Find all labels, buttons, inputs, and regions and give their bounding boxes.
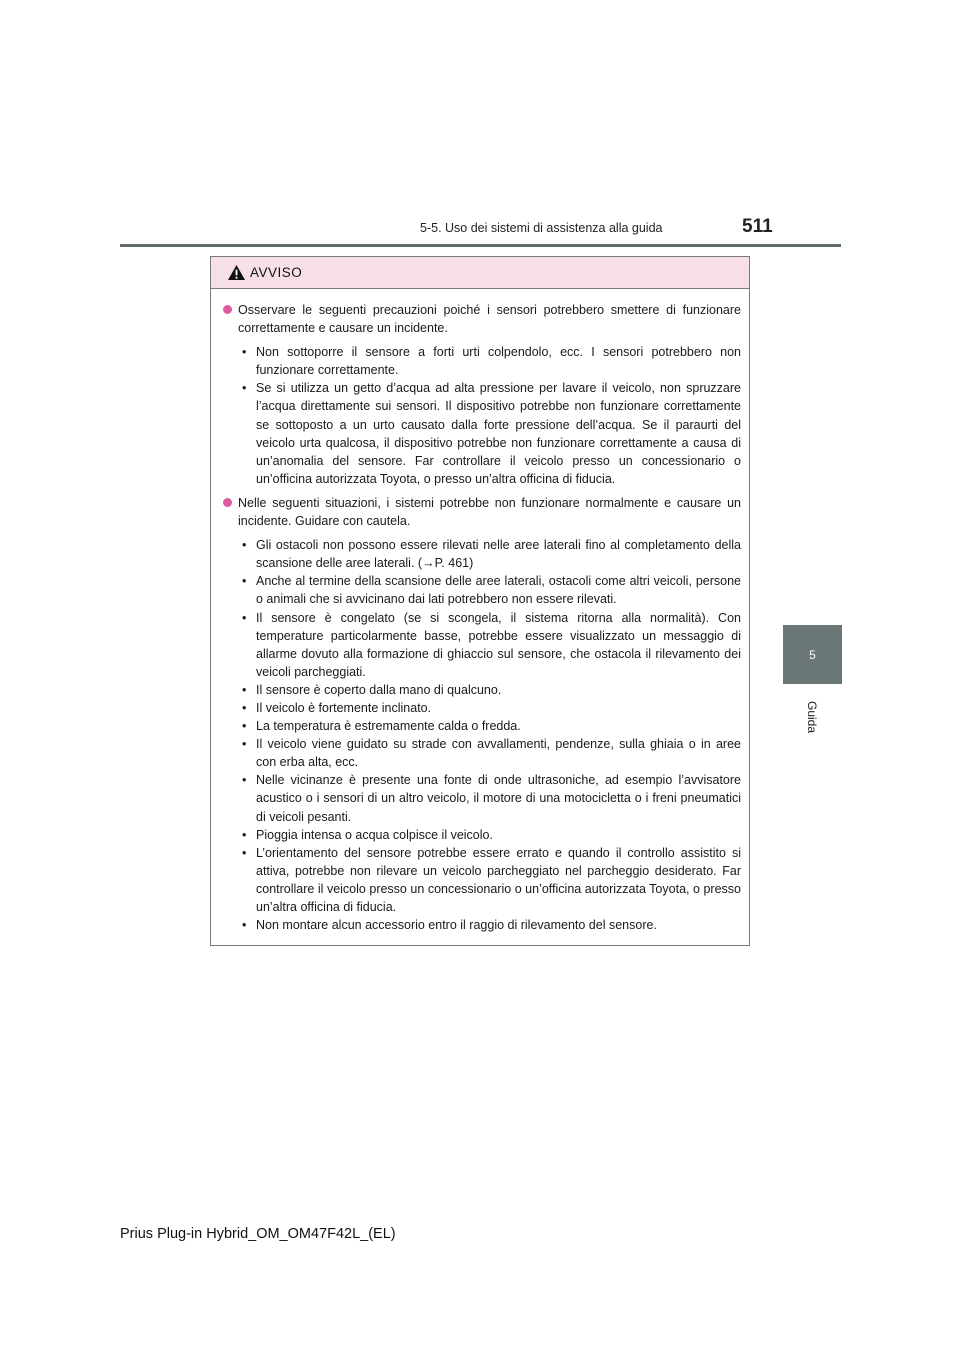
sub-item — [242, 536, 741, 572]
warning-triangle-icon — [227, 264, 246, 281]
sub-item — [242, 916, 741, 934]
sub-item — [242, 681, 741, 699]
sub-marker: • — [242, 719, 247, 734]
sub-item-text: Anche al termine della scansione delle aree laterali, ostacoli come altri veicoli, persone o animali che si avvicinano dai lati potrebbero non essere rilevati. — [256, 574, 741, 607]
sub-marker: • — [242, 610, 247, 625]
warning-item — [223, 494, 741, 530]
sub-marker: • — [242, 827, 247, 842]
page-number: 511 — [742, 216, 773, 237]
sub-item-text: Se si utilizza un getto d’acqua ad alta pressione per lavare il veicolo, non spruzzare l’acqua direttamente sui sensori. Il dispositivo potrebbe non funzionare correttamente se sottoposto a un urto causato dalla forte pressione dell’acqua. Se il paraurti del veicolo urta qualcosa, il dispositivo potrebbe non funzionare correttamente a causa di un’anomalia del sensore. Far controllare il veicolo presso un concessionario o un’officina autorizzata Toyota, o presso un’altra officina di fiducia. — [256, 381, 741, 486]
bullet-dot-icon — [223, 305, 232, 314]
sub-item-text: Il sensore è coperto dalla mano di qualcuno. — [256, 682, 502, 697]
sub-item — [242, 609, 741, 681]
sub-item-text: Nelle vicinanze è presente una fonte di onde ultrasoniche, ad esempio l’avvisatore acustico o i sensori di un altro veicolo, il motore di una motocicletta o i freni pneumatici di veicoli pesanti. — [256, 773, 741, 824]
warning-box — [210, 256, 750, 946]
sub-marker: • — [242, 700, 247, 715]
sub-marker: • — [242, 574, 247, 589]
sub-item — [242, 699, 741, 717]
warning-item — [223, 301, 741, 337]
sub-item — [242, 717, 741, 735]
sub-marker: • — [242, 918, 247, 933]
chapter-number: 5 — [809, 647, 816, 662]
warning-item-text: Osservare le seguenti precauzioni poiché i sensori potrebbero smettere di funzionare correttamente e causare un incidente. — [238, 303, 741, 336]
warning-item-text: Nelle seguenti situazioni, i sistemi potrebbe non funzionare normalmente e causare un incidente. Guidare con cautela. — [238, 495, 741, 529]
sub-item-text: Non sottoporre il sensore a forti urti colpendolo, ecc. I sensori potrebbero non funzionare correttamente. — [256, 345, 741, 378]
manual-id: Prius Plug-in Hybrid_OM_OM47F42L_(EL) — [120, 1226, 396, 1242]
section-title: 5-5. Uso dei sistemi di assistenza alla guida — [420, 221, 663, 235]
sub-item — [242, 343, 741, 379]
chapter-tab — [783, 625, 842, 684]
sub-item-text: L’orientamento del sensore potrebbe essere errato e quando il controllo assistito si attiva, potrebbe non rilevare un veicolo parcheggiato nel parcheggio desiderato. Far controllare il veicolo presso un concessionario o un’officina autorizzata Toyota, o presso un’altra officina di fiducia. — [256, 845, 741, 914]
sub-marker: • — [242, 381, 247, 396]
sub-marker: • — [242, 773, 247, 788]
sub-item — [242, 844, 741, 916]
chapter-label — [785, 692, 840, 742]
sub-item-text: Il veicolo è fortemente inclinato. — [256, 700, 432, 715]
warning-body — [211, 289, 749, 934]
sub-item-text: Non montare alcun accessorio entro il raggio di rilevamento del sensore. — [256, 918, 657, 933]
sub-list — [242, 343, 741, 488]
sub-item — [242, 826, 741, 844]
sub-item-text: La temperatura è estremamente calda o fredda. — [256, 719, 521, 734]
sub-marker: • — [242, 538, 247, 553]
sub-item — [242, 572, 741, 608]
sub-item — [242, 379, 741, 488]
sub-marker: • — [242, 682, 247, 697]
sub-marker: • — [242, 345, 247, 360]
warning-header — [211, 257, 749, 289]
bullet-dot-icon — [223, 498, 232, 507]
sub-item — [242, 771, 741, 825]
chapter-name: Guida — [805, 700, 820, 734]
header-divider — [120, 244, 841, 247]
sub-list — [242, 536, 741, 934]
sub-item — [242, 735, 741, 771]
sub-marker: • — [242, 845, 247, 860]
sub-marker: • — [242, 737, 247, 752]
sub-item-text: Gli ostacoli non possono essere rilevati nelle aree laterali fino al completamento della scansione delle aree laterali. (→P. 461) — [256, 538, 741, 571]
sub-item-text: Pioggia intensa o acqua colpisce il veicolo. — [256, 827, 493, 842]
warning-title: AVVISO — [250, 265, 303, 280]
sub-item-text: Il sensore è congelato (se si scongela, il sistema ritorna alla normalità). Con temperature particolarmente basse, potrebbe essere visualizzato un messaggio di allarme dovuto alla formazione di ghiaccio sul sensore, che ostacola il rilevamento dei veicoli parcheggiati. — [256, 610, 741, 679]
sub-item-text: Il veicolo viene guidato su strade con avvallamenti, pendenze, sulla ghiaia o in aree con erba alta, ecc. — [256, 737, 741, 770]
